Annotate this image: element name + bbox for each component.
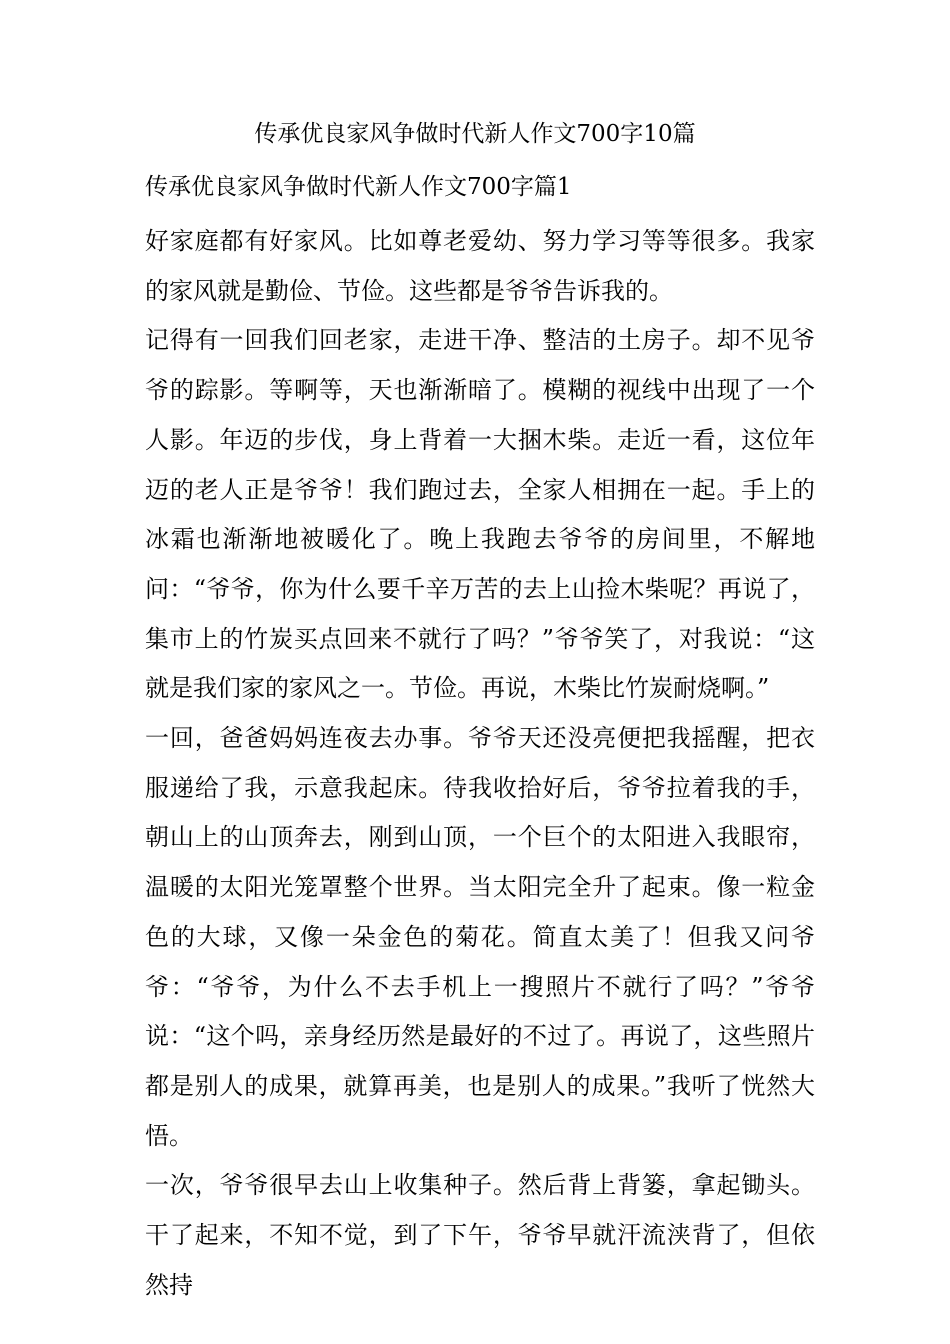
paragraph: 记得有一回我们回老家，走进干净、整洁的土房子。却不见爷爷的踪影。等啊等，天也渐渐暗了。模糊的视线中出现了一个人影。年迈的步伐，身上背着一大捆木柴。走近一看，这位年迈的老人正是爷爷！我们跑过去，全家人相拥在一起。手上的冰霜也渐渐地被暖化了。晚上我跑去爷爷的房间里，不解地问：“爷爷，你为什么要千辛万苦的去上山捡木柴呢？再说了，集市上的竹炭买点回来不就行了吗？”爷爷笑了，对我说：“这就是我们家的家风之一。节俭。再说，木柴比竹炭耐烧啊。” [145, 326, 815, 703]
document-title: 传承优良家风争做时代新人作文700字10篇 [254, 121, 696, 147]
body-text [145, 217, 815, 1310]
paragraph: 一回，爸爸妈妈连夜去办事。爷爷天还没亮便把我摇醒，把衣服递给了我，示意我起床。待我收拾好后，爷爷拉着我的手，朝山上的山顶奔去，刚到山顶，一个巨个的太阳进入我眼帘，温暖的太阳光笼罩整个世界。当太阳完全升了起束。像一粒金色的大球，又像一朵金色的菊花。简直太美了！但我又问爷爷：“爷爷，为什么不去手机上一搜照片不就行了吗？”爷爷说：“这个吗，亲身经历然是最好的不过了。再说了，这些照片都是别人的成果，就算再美，也是别人的成果。”我听了恍然大悟。 [145, 724, 815, 1150]
paragraph: 好家庭都有好家风。比如尊老爱幼、努力学习等等很多。我家的家风就是勤俭、节俭。这些都是爷爷告诉我的。 [145, 227, 815, 305]
paragraph: 一次，爷爷很早去山上收集种子。然后背上背篓，拿起锄头。干了起来，不知不觉，到了下午，爷爷早就汗流浃背了，但依然持 [145, 1171, 815, 1299]
section-heading: 传承优良家风争做时代新人作文700字篇1 [145, 174, 572, 200]
